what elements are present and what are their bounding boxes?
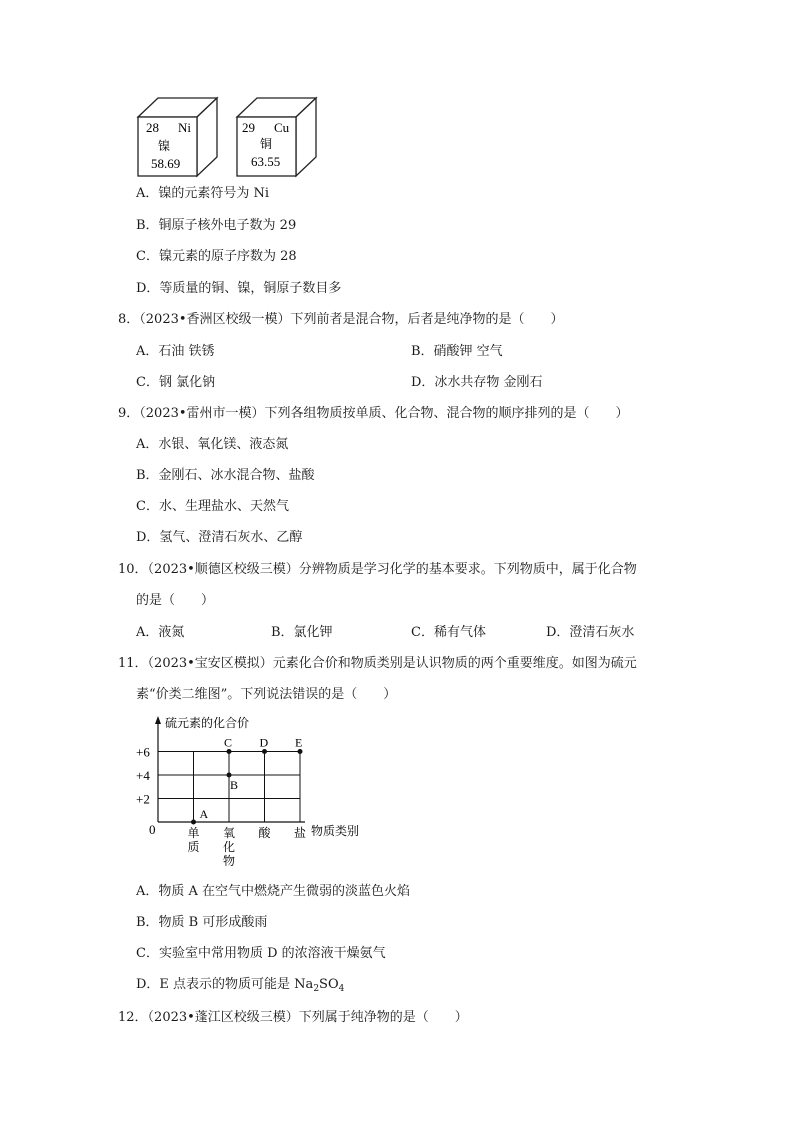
q9-option-c: C．水、生理盐水、天然气 bbox=[136, 499, 289, 514]
q10-stem-line2: 的是（ ） bbox=[136, 593, 215, 608]
ni-name: 镍 bbox=[158, 139, 171, 153]
q8-option-b: B．硝酸钾 空气 bbox=[411, 344, 503, 359]
x-cat-label: 盐 bbox=[294, 826, 307, 840]
x-cat-label: 酸 bbox=[258, 826, 271, 840]
q11-option-d-mid: SO bbox=[319, 977, 339, 992]
point-label-D: D bbox=[259, 735, 269, 750]
y-axis-arrow bbox=[155, 716, 161, 724]
q10-stem-line1: 10．（2023•顺德区校级三模）分辨物质是学习化学的基本要求。下列物质中，属于化合物 bbox=[118, 562, 637, 577]
q9-option-a: A．水银、氧化镁、液态氮 bbox=[136, 437, 289, 452]
q11-option-d bbox=[136, 977, 344, 993]
q11-option-d-text: D．E 点表示的物质可能是 Na bbox=[136, 977, 314, 992]
q9-stem: 9．（2023•雷州市一模）下列各组物质按单质、化合物、混合物的顺序排列的是（ ） bbox=[118, 406, 629, 421]
ni-mass: 58.69 bbox=[151, 156, 181, 171]
cu-symbol: Cu bbox=[274, 120, 290, 135]
x-cat-label: 质 bbox=[187, 840, 200, 854]
point-D bbox=[262, 749, 267, 754]
q11-option-b: B．物质 B 可形成酸雨 bbox=[136, 915, 268, 930]
q8-option-d: D．冰水共存物 金刚石 bbox=[411, 375, 543, 390]
y-tick-label: 0 bbox=[149, 822, 156, 837]
q11-option-d-sub2: 4 bbox=[338, 984, 345, 994]
ni-symbol: Ni bbox=[178, 120, 191, 135]
q9-option-b: B．金刚石、冰水混合物、盐酸 bbox=[136, 468, 315, 483]
q10-option-a: A．液氮 bbox=[136, 625, 185, 640]
cu-mass: 63.55 bbox=[251, 154, 281, 169]
q10-option-d: D．澄清石灰水 bbox=[546, 625, 635, 640]
point-A bbox=[191, 820, 196, 825]
point-label-E: E bbox=[295, 735, 303, 750]
q8-option-a: A．石油 铁锈 bbox=[136, 344, 215, 359]
q12-stem: 12．（2023•蓬江区校级三模）下列属于纯净物的是（ ） bbox=[118, 1010, 468, 1025]
x-axis-label: 物质类别 bbox=[311, 824, 360, 838]
q7-option-a: A．镍的元素符号为 Ni bbox=[136, 186, 270, 201]
cu-name: 铜 bbox=[260, 137, 273, 151]
point-B bbox=[227, 773, 232, 778]
q11-option-d-sub1: 2 bbox=[313, 984, 320, 994]
q11-stem-line2: 素“价类二维图”。下列说法错误的是（ ） bbox=[136, 687, 397, 702]
q9-option-d: D．氢气、澄清石灰水、乙醇 bbox=[136, 530, 303, 545]
q7-option-c: C．镍元素的原子序数为 28 bbox=[136, 249, 297, 264]
point-E bbox=[298, 749, 303, 754]
q8-option-c: C．钢 氯化钠 bbox=[136, 375, 216, 390]
y-tick-label: +4 bbox=[136, 768, 150, 783]
ni-number: 28 bbox=[146, 120, 159, 135]
q7-option-d: D．等质量的铜、镍，铜原子数目多 bbox=[136, 281, 342, 296]
point-label-A: A bbox=[199, 807, 209, 821]
x-cat-label: 单 bbox=[187, 826, 200, 840]
y-axis-label: 硫元素的化合价 bbox=[165, 716, 250, 730]
x-cat-label: 氧 bbox=[223, 826, 236, 840]
q8-stem: 8．（2023•香洲区校级一模）下列前者是混合物，后者是纯净物的是（ ） bbox=[118, 312, 564, 327]
point-label-C: C bbox=[224, 735, 233, 750]
point-C bbox=[227, 749, 232, 754]
q11-stem-line1: 11．（2023•宝安区模拟）元素化合价和物质类别是认识物质的两个重要维度。如图为硫元 bbox=[118, 656, 637, 671]
q7-option-b: B．铜原子核外电子数为 29 bbox=[136, 218, 297, 233]
cu-number: 29 bbox=[242, 120, 255, 135]
q10-option-b: B．氯化钾 bbox=[271, 625, 333, 640]
y-tick-label: +2 bbox=[136, 791, 150, 807]
q11-option-a: A．物质 A 在空气中燃烧产生微弱的淡蓝色火焰 bbox=[136, 884, 411, 899]
x-cat-label: 化 bbox=[223, 840, 236, 854]
y-tick-label: +6 bbox=[136, 744, 150, 760]
point-label-B: B bbox=[230, 778, 239, 792]
x-cat-label: 物 bbox=[223, 854, 236, 868]
q10-option-c: C．稀有气体 bbox=[411, 625, 486, 640]
q11-option-c: C．实验室中常用物质 D 的浓溶液干燥氨气 bbox=[136, 946, 386, 961]
